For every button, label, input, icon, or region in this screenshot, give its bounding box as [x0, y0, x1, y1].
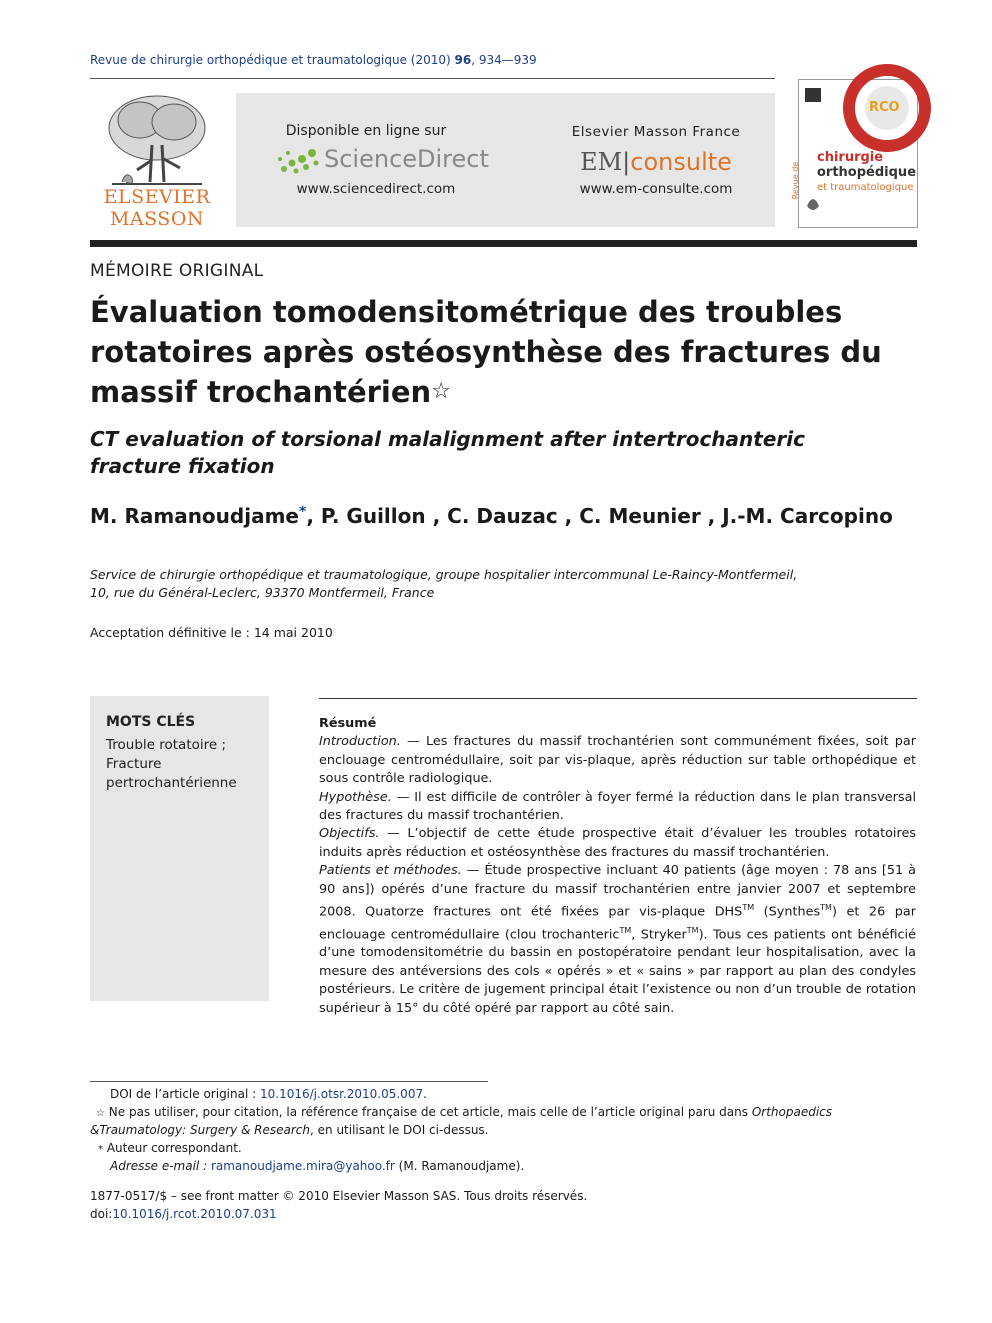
pm-text-4: , Stryker [631, 927, 687, 942]
elsevier-wordmark: ELSEVIER [103, 186, 211, 208]
other-authors: , P. Guillon , C. Dauzac , C. Meunier , J.-M. Carcopino [306, 504, 893, 528]
keywords-title: MOTS CLÉS [106, 714, 196, 730]
intro-label: Introduction. [319, 734, 401, 750]
subtitle-line-1: CT evaluation of torsional malalignment after intertrochanteric [90, 427, 805, 451]
em-publisher-text: Elsevier Masson France [571, 124, 741, 140]
section-label: MÉMOIRE ORIGINAL [90, 261, 264, 281]
footnote-email [90, 1158, 920, 1176]
pm-text-5: ). Tous ces patients ont bénéficié d’une tomodensitométrie du bassin en postopératoire pendant leur hospitalisation, avec la mesure des antéversions des cols « opérés » et « sains » par rapport au plan des condyles postérieurs. Le critère de jugement principal était l’existence ou non d’un trouble de rotation supérieur à 15° du côté opéré par rapport au côté sain. [319, 927, 916, 1016]
keywords-box [90, 696, 269, 1001]
issn-line: 1877-0517/$ – see front matter © 2010 Elsevier Masson SAS. Tous droits réservés. [90, 1189, 588, 1203]
cover-line3: et traumatologique [817, 182, 914, 193]
abstract [319, 715, 916, 1018]
intro-text: — Les fractures du massif trochantérien sont communément fixées, soit par enclouage centromédullaire, soit par vis-plaque, après réduction sur table orthopédique et sous contrôle radiologique. [319, 734, 916, 787]
doi-line [90, 1206, 587, 1224]
star-text-1: Ne pas utiliser, pour citation, la référence française de cet article, mais celle de l’article original paru dans [108, 1104, 752, 1119]
title-rule [90, 240, 917, 247]
cover-side-text: Revue de [791, 161, 801, 200]
article-doi-link[interactable]: 10.1016/j.rcot.2010.07.031 [112, 1206, 277, 1221]
article-subtitle [90, 426, 890, 480]
journal-pages: , 934—939 [471, 53, 537, 67]
keyword-2a: Fracture [106, 756, 162, 772]
title-line-2: rotatoires après ostéosynthèse des fractures du [90, 335, 882, 369]
author-1: M. Ramanoudjame [90, 504, 299, 528]
corr-text: Auteur correspondant. [106, 1140, 242, 1155]
hyp-text: — Il est difficile de contrôler à foyer fermé la réduction dans le plan transversal des fractures du massif trochantérien. [319, 789, 916, 824]
tm-mark-1: TM [742, 903, 755, 913]
sd-available-text: Disponible en ligne sur [285, 123, 447, 139]
original-doi-link[interactable]: 10.1016/j.otsr.2010.05.007 [259, 1087, 424, 1101]
article-title [90, 292, 890, 412]
abstract-heading: Résumé [319, 716, 377, 731]
sciencedirect-wordmark: ScienceDirect [324, 145, 489, 173]
obj-label: Objectifs. [319, 826, 380, 842]
cover-line2: orthopédique [817, 165, 917, 180]
abstract-methods [319, 862, 916, 1018]
corresponding-author-mark[interactable]: * [298, 504, 307, 520]
footnote-rule [90, 1081, 488, 1082]
email-owner: (M. Ramanoudjame). [394, 1159, 525, 1173]
header-rule [90, 78, 775, 79]
sciencedirect-dots-icon [276, 145, 324, 177]
masson-wordmark: MASSON [109, 208, 205, 230]
star-mark: ☆ [96, 1107, 105, 1119]
journal-name: Revue de chirurgie orthopédique et traumatologique (2010) [90, 53, 451, 67]
abstract-rule [319, 698, 917, 699]
elsevier-masson-logo [92, 90, 222, 230]
subtitle-line-2: fracture fixation [90, 454, 275, 478]
em-wordmark: EM [580, 148, 623, 176]
abstract-objectives [319, 825, 916, 862]
em-consulte-url[interactable]: www.em-consulte.com [579, 181, 733, 197]
star-text-2: , en utilisant le DOI ci-dessus. [310, 1123, 489, 1137]
pm-text-2: (Synthes [754, 904, 821, 920]
footnotes [90, 1086, 920, 1176]
footnote-corresponding [90, 1140, 920, 1159]
obj-text: — L’objectif de cette étude prospective était d’évaluer les troubles rotatoires induits après réduction et ostéosynthèse des fractures du massif trochantérien. [319, 826, 916, 860]
affiliation [90, 566, 850, 602]
journal-volume: 96 [454, 53, 472, 67]
pm-text-3: ) et 26 par enclouage centromédullaire (clou trochanteric [319, 904, 916, 942]
footnote-star [90, 1104, 920, 1123]
tm-mark-4: TM [686, 925, 699, 935]
email-label: Adresse e-mail : [110, 1159, 211, 1173]
copyright-block [90, 1188, 587, 1223]
keyword-1: Trouble rotatoire ; [106, 737, 227, 753]
star-journal-1: Orthopaedics [751, 1104, 833, 1119]
affiliation-line-1: Service de chirurgie orthopédique et traumatologique, groupe hospitalier intercommunal Le-Raincy-Montfermeil, [90, 567, 798, 582]
pm-text-1: — Étude prospective incluant 40 patients (âge moyen : 78 ans [51 à 90 ans]) opérés d’une fracture du massif trochantérien entre janvier 2007 et septembre 2008. Quatorze fractures ont été fixées par vis-plaque DHS [319, 863, 916, 920]
journal-reference[interactable] [90, 53, 537, 67]
journal-cover [791, 79, 918, 228]
pm-label: Patients et méthodes. [319, 863, 462, 879]
corr-mark: * [98, 1143, 103, 1155]
title-line-3: massif trochantérien [90, 375, 432, 409]
abstract-introduction [319, 733, 916, 788]
abstract-hypothesis [319, 789, 916, 826]
doi-prefix: doi: [90, 1206, 113, 1221]
star-journal-2: &Traumatology: Surgery & Research [90, 1123, 311, 1137]
title-footnote-mark[interactable]: ☆ [431, 379, 451, 404]
availability-banner [236, 93, 775, 227]
tm-mark-3: TM [619, 925, 632, 935]
em-consulte-logo[interactable]: EM|consulte [580, 148, 732, 176]
cover-line1: chirurgie [817, 150, 884, 165]
cover-badge: RCO [869, 100, 900, 115]
footnote-star-cont [90, 1122, 920, 1140]
author-list [90, 504, 893, 528]
sciencedirect-url[interactable]: www.sciencedirect.com [296, 181, 456, 197]
tree-emblem-icon [92, 90, 222, 190]
footnote-doi: DOI de l’article original : 10.1016/j.otsr.2010.05.007. [110, 1087, 427, 1101]
tm-mark-2: TM [820, 903, 832, 913]
acceptance-date: Acceptation définitive le : 14 mai 2010 [90, 625, 333, 640]
title-line-1: Évaluation tomodensitométrique des troubles [90, 295, 843, 329]
email-link[interactable]: ramanoudjame.mira@yahoo.fr [210, 1159, 395, 1173]
hyp-label: Hypothèse. [319, 789, 392, 805]
affiliation-line-2: 10, rue du Général-Leclerc, 93370 Montfermeil, France [90, 585, 435, 600]
consulte-wordmark: consulte [630, 148, 732, 176]
keyword-2b: pertrochantérienne [106, 775, 237, 791]
doi-label: DOI de l’article original : [110, 1087, 260, 1101]
